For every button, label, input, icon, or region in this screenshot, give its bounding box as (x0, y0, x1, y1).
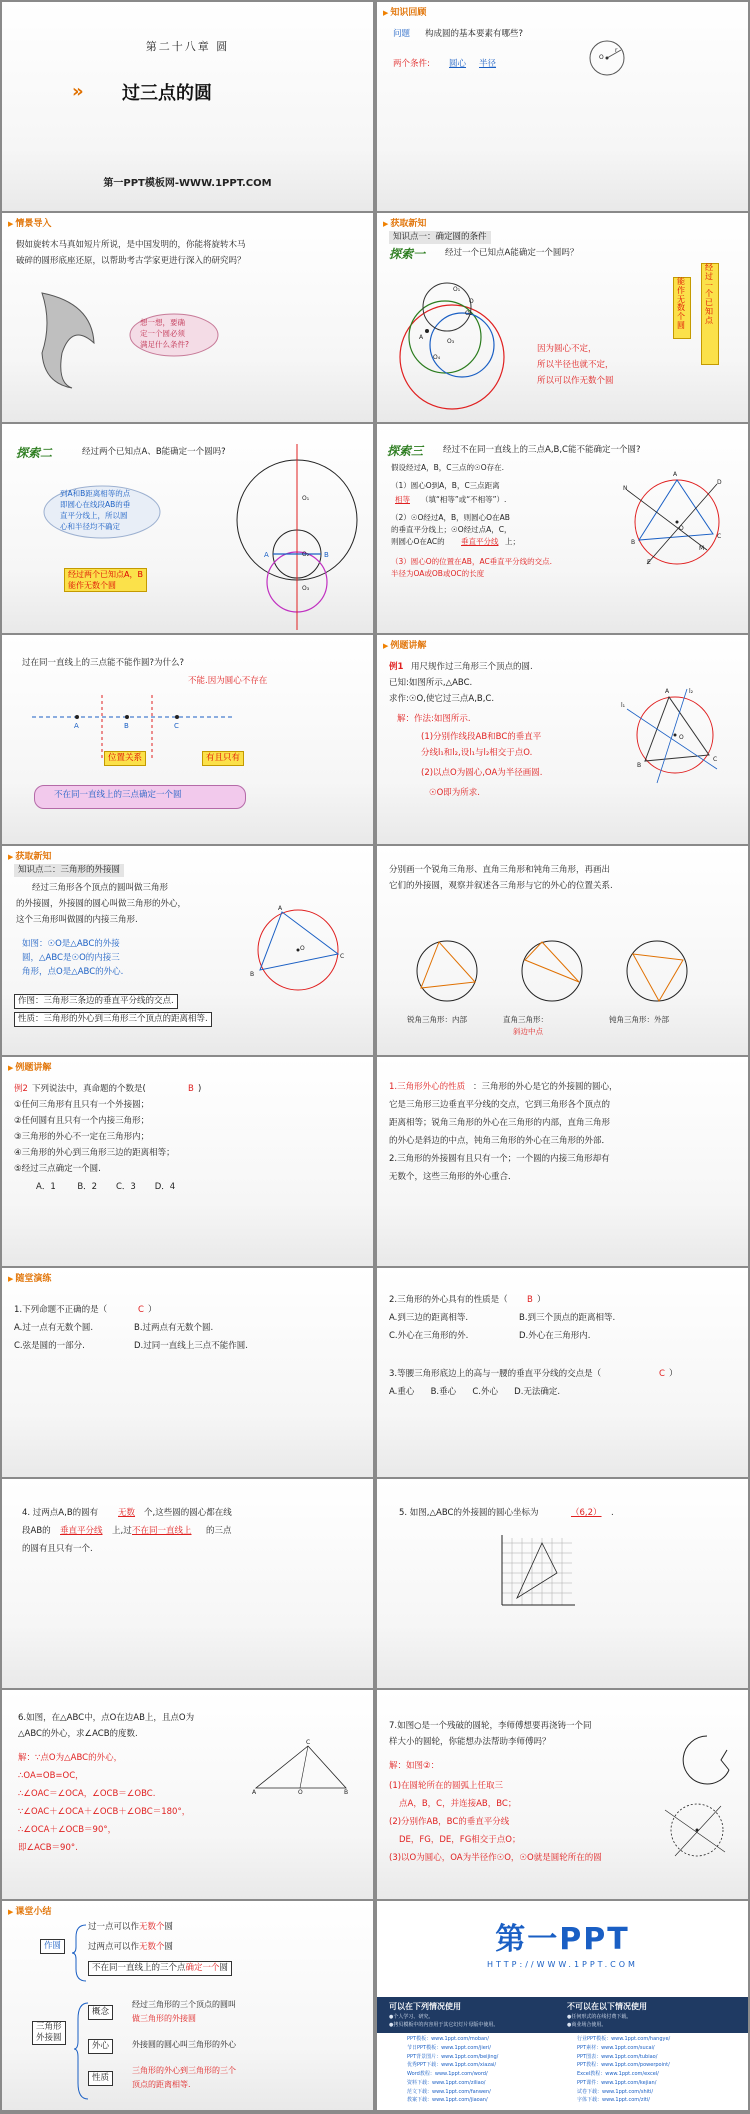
allowed-2: ●拷贝模板中的内容用于其它幻灯片母版中使用。 (389, 2022, 499, 2028)
circle-figure (587, 38, 627, 78)
slide-heading: ▶ 例题讲解 (383, 641, 427, 651)
bubble-line-1: 想一想，要确 (140, 318, 185, 327)
pt-c: C (713, 756, 718, 763)
pt-a: A (673, 471, 678, 478)
broken-wheel-figure (677, 1730, 737, 1790)
solution-head: 解：作法:如图所示. (397, 714, 471, 724)
solution-2b: DE，FG，DE，FG相交于点O； (399, 1835, 521, 1845)
q6-line-1: 6.如图，在△ABC中，点O在边AB上，且点O为 (18, 1713, 195, 1723)
option-a: A.过一点有无数个圆. (14, 1323, 94, 1333)
triangle-icon: ▶ (383, 220, 389, 228)
intro-line-2: 破碎的圆形底座还原，以帮助考古学家更进行深入的研究吗？ (16, 256, 246, 266)
slide-15-practice-3 (2, 1479, 373, 1688)
links-right[interactable] (577, 2035, 670, 2105)
question-text: 1.下列命题不正确的是（ (14, 1305, 108, 1315)
triangle-icon: ▶ (383, 642, 389, 650)
construct-line: 求作:☉O,使它过三点A,B,C. (389, 694, 495, 704)
tag-position: 位置关系 (104, 751, 146, 766)
triangle-icon: ▶ (8, 853, 14, 861)
answer-line-3: 所以可以作无数个圆 (537, 376, 614, 386)
pt-o: O (679, 734, 684, 741)
q2-end: ） (537, 1295, 546, 1305)
solution-6: 即∠ACB＝90°. (18, 1843, 78, 1853)
site-caption: 第一PPT模板网-WWW.1PPT.COM (103, 178, 272, 189)
example-answer: B (188, 1084, 194, 1094)
pt-b: B (324, 551, 329, 559)
concept-box: 概念 (88, 2005, 113, 2020)
explore-question: 经过不在同一直线上的三点A,B,C能不能确定一个圆? (443, 445, 641, 455)
link-sucai[interactable]: PPT素材：www.1ppt.com/sucai/ (577, 2044, 655, 2051)
vertical-note-2: 经过一个已知点 (701, 263, 719, 365)
question-text: 过在同一直线上的三点能不能作圆?为什么? (22, 658, 185, 668)
slide-heading: ▶ 课堂小结 (8, 1907, 52, 1917)
property-line-2: 顶点的距离相等. (132, 2080, 191, 2089)
solution-3: (3)以O为圆心，OA为半径作☉O，☉O就是圆轮所在的圆 (389, 1853, 602, 1863)
pt-a: A (419, 334, 424, 341)
pt-b: B (250, 971, 255, 978)
pt-n: N (623, 485, 628, 492)
slide-heading: ▶ 随堂演练 (8, 1274, 52, 1284)
radius-label: r (615, 47, 618, 54)
example-task: 用尺规作过三角形三个顶点的圆. (411, 662, 533, 672)
link-word[interactable]: Word教程：www.1ppt.com/word/ (407, 2071, 488, 2077)
item-3: ③三角形的外心不一定在三角形内； (14, 1132, 150, 1142)
property-line-2: 距离相等；锐角三角形的外心在三角形的内部，直角三角形 (389, 1118, 611, 1128)
link-shiti[interactable]: 试卷下载：www.1ppt.com/shiti/ (577, 2088, 654, 2095)
summary-line-3: 不在同一直线上的三个点确定一个圆 (88, 1961, 232, 1976)
knowledge-point: 知识点一：确定圆的条件 (389, 231, 491, 244)
pt-a: A (74, 722, 79, 730)
slide-3-intro (2, 213, 373, 422)
step-2-end: 上； (505, 537, 520, 546)
bubble-line-2: 即圆心在线段AB的垂 (60, 500, 131, 509)
pt-d: D (717, 479, 722, 486)
allowed-heading: 可以在下列情况使用 (389, 2002, 461, 2011)
fig-note-2: 圆，△ABC是☉O的内接三 (22, 953, 120, 963)
q4-blank-3: 不在同一直线上 (132, 1526, 192, 1536)
triangle-icon: ▶ (8, 220, 14, 228)
q2-answer: B (527, 1295, 533, 1305)
summary-line-2: 过两点可以作无数个圆 (88, 1942, 174, 1952)
solution-head: 解：如图②： (389, 1761, 440, 1771)
slide-1-cover (2, 2, 373, 211)
solution-2: (2)分别作AB，BC的垂直平分线 (389, 1817, 510, 1827)
solution-1: 解：∵点O为△ABC的外心， (18, 1753, 123, 1763)
triangle-circumcircle-box (32, 2021, 66, 2045)
solution-4: ∵∠OAC＋∠OCA＋∠OCB＋∠OBC＝180°， (18, 1807, 191, 1817)
def-line-2: 的外接圆，外接圆的圆心叫做三角形的外心， (16, 899, 187, 909)
slide-9-circumcircle (2, 846, 373, 1055)
pt-b: B (631, 539, 636, 546)
q6-line-2: △ABC的外心，求∠ACB的度数. (18, 1729, 138, 1739)
link-xiazai[interactable]: 优秀PPT下载：www.1ppt.com/xiazai/ (407, 2062, 497, 2069)
example-label: 例2 (14, 1084, 28, 1094)
item-2: ②任何圆有且只有一个内接三角形； (14, 1116, 150, 1126)
q3-text: 3.等腰三角形底边上的高与一腰的垂直平分线的交点是（ (389, 1369, 602, 1379)
triangle-icon: ▶ (8, 1275, 14, 1283)
question-label: 问题 (393, 29, 411, 39)
item-5: ⑤经过三点确定一个圆. (14, 1164, 101, 1174)
grid-figure (497, 1533, 577, 1613)
slide-13-practice-1 (2, 1268, 373, 1477)
solution-1: (1)在圆轮所在的圆弧上任取三 (389, 1781, 504, 1791)
bubble-line-3: 满足什么条件? (140, 340, 189, 349)
knowledge-point: 知识点二：三角形的外接圆 (14, 864, 124, 877)
answer-line-2: 所以半径也就不定， (537, 360, 614, 370)
slide-6-explore-3 (377, 424, 748, 633)
slide-heading: ▶ 获取新知 (8, 852, 52, 862)
tri-line-2: 外接圆 (36, 2033, 62, 2044)
forbidden-2: ●商业场合使用。 (567, 2022, 607, 2028)
slide-12-properties (377, 1057, 748, 1266)
step-3: （3）圆心O的位置在AB，AC垂直平分线的交点. (391, 557, 553, 566)
link-ziti[interactable]: 字体下载：www.1ppt.com/ziti/ (577, 2097, 650, 2104)
slide-heading: ▶ 知识回顾 (383, 8, 427, 18)
pt-o3: O₃ (302, 585, 310, 592)
step-1-answer: 相等 (395, 495, 410, 504)
property-line-5: 无数个，这些三角形的外心重合． (389, 1172, 517, 1182)
answer-text: 不能.因为圆心不存在 (188, 676, 268, 686)
caption-obtuse: 钝角三角形：外部 (609, 1015, 669, 1024)
explore-question: 经过一个已知点A能确定一个圆吗？ (445, 248, 579, 258)
bubble-line-1: 到A和B距离相等的点 (60, 489, 131, 498)
explore-label: 探索二 (16, 446, 53, 460)
bubble-line-2: 定一个圆必须 (140, 329, 185, 338)
pt-c: C (306, 1739, 311, 1746)
forbidden-1: ●任何形式的在线付费下载。 (567, 2014, 632, 2020)
link-powerpoint[interactable]: PPT教程：www.1ppt.com/powerpoint/ (577, 2062, 670, 2069)
slide-4-explore-1 (377, 213, 748, 422)
slide-heading: ▶ 情景导入 (8, 219, 52, 229)
q7-line-1: 7.如图○是一个残破的圆轮，李师傅想要再浇铸一个同 (389, 1721, 592, 1731)
arrow-icon: » (72, 81, 84, 102)
link-kejian[interactable]: PPT课件：www.1ppt.com/kejian/ (577, 2079, 657, 2086)
pt-a: A (264, 551, 269, 559)
example-label: 例1 (389, 662, 404, 672)
summary-line-1: 过一点可以作无数个圆 (88, 1922, 174, 1932)
q4-line-2e: 的三点 (206, 1526, 232, 1536)
point-o-label: O (599, 54, 604, 61)
pt-o: O (469, 298, 474, 305)
answer-line-2: 能作无数个圆 (68, 581, 116, 591)
links-left[interactable] (407, 2035, 498, 2105)
line-l2: l₂ (689, 688, 694, 695)
condition-center: 圆心 (449, 59, 467, 69)
item-1: ①任何三角形有且只有一个外接圆； (14, 1100, 150, 1110)
tri-line-1: 三角形 (36, 2022, 62, 2032)
scroll-text: 不在同一直线上的三点确定一个圆 (54, 790, 182, 800)
step-2: （2）☉O经过A，B，则圆心O在AB (391, 513, 510, 522)
step-1-hint: （填“相等”或“不相等”）. (421, 495, 507, 504)
circumcenter-box: 外心 (88, 2039, 113, 2054)
q4-line-2c: 上,过 (112, 1526, 132, 1536)
pt-c: C (717, 533, 722, 540)
options: A．1 B．2 C．3 D．4 (36, 1182, 176, 1192)
slide-17-practice-5 (2, 1690, 373, 1899)
bubble-line-4: 心和半径均不确定 (60, 522, 120, 531)
pt-o: O (300, 945, 305, 952)
task-line-1: 分别画一个锐角三角形、直角三角形和钝角三角形，再画出 (389, 865, 611, 875)
link-jieri[interactable]: 节日PPT模板：www.1ppt.com/jieri/ (407, 2044, 491, 2051)
slide-19-summary (2, 1901, 373, 2110)
two-point-circles-figure (227, 442, 367, 632)
answer-line-1: 因为圆心不定， (537, 344, 597, 354)
triangle-icon: ▶ (383, 9, 389, 17)
example-question: 下列说法中，真命题的个数是( (32, 1084, 146, 1094)
pt-b: B (124, 722, 129, 730)
pt-b: B (344, 1789, 349, 1796)
q2-option-a: A.到三边的距离相等. (389, 1313, 469, 1323)
fig-note-1: 如图：☉O是△ABC的外接 (22, 939, 120, 949)
vertical-note-1: 能作无数个圆 (673, 277, 691, 339)
q7-line-2: 样大小的圆轮，你能想办法帮助李师傅吗？ (389, 1737, 551, 1747)
forbidden-heading: 不可以在以下情况使用 (567, 2002, 647, 2011)
item-4: ④三角形的外心到三角形三边的距离相等； (14, 1148, 175, 1158)
bubble-line-3: 直平分线上，所以圆 (60, 511, 128, 520)
concept-line-1: 经过三角形的三个顶点的圆叫 (132, 2000, 236, 2009)
solution-1b: 分线l₁和l₂,设l₁与l₂相交于点O. (421, 748, 533, 758)
option-b: B.过两点有无数个圆. (134, 1323, 214, 1333)
given-line: 已知:如图所示,△ABC. (389, 678, 473, 688)
condition-radius: 半径 (479, 59, 497, 69)
step-2c: 则圆心O在AC的 (391, 537, 445, 546)
broken-wheel-icon (32, 283, 102, 393)
pt-a: A (278, 905, 283, 912)
slide-20-brand (377, 1901, 748, 2110)
example-question-end: ) (198, 1084, 202, 1094)
pt-o2: O₂ (465, 310, 473, 317)
explore-question: 经过两个已知点A、B能确定一个圆吗? (82, 447, 226, 457)
solution-2: ∴OA=OB=OC， (18, 1771, 84, 1781)
property-line-1: 它是三角形三边垂直平分线的交点，它到三角形各个顶点的 (389, 1100, 611, 1110)
slide-14-practice-2 (377, 1268, 748, 1477)
solution-5: ∴∠OCA＋∠OCB＝90°， (18, 1825, 117, 1835)
question-answer: C (138, 1305, 144, 1315)
slide-8-example-1 (377, 635, 748, 844)
draw-circle-box: 作圆 (40, 1939, 65, 1954)
pt-e: E (647, 559, 651, 566)
link-jiaoan[interactable]: 教案下载：www.1ppt.com/jiaoan/ (407, 2097, 488, 2104)
pt-o2: O₂ (302, 551, 310, 558)
allowed-1: ●个人学习、研究。 (389, 2014, 434, 2020)
def-line-3: 这个三角形叫做圆的内接三角形. (16, 915, 138, 925)
property-line-4: 2.三角形的外接圆有且只有一个；一个圆的内接三角形却有 (389, 1154, 610, 1164)
solution-2: (2)以点O为圆心,OA为半径画圆. (421, 768, 543, 778)
pt-c: C (340, 953, 345, 960)
solution-1b: 点A，B，C，并连接AB，BC； (399, 1799, 517, 1809)
answer-note (64, 568, 147, 592)
link-tubiao[interactable]: PPT图表：www.1ppt.com/tubiao/ (577, 2053, 658, 2060)
link-beijing[interactable]: PPT背景图片：www.1ppt.com/beijing/ (407, 2053, 499, 2060)
explore-label: 探索一 (389, 247, 426, 261)
q5-answer: （6,2） (571, 1508, 602, 1518)
caption-right: 直角三角形： (503, 1015, 548, 1024)
intro-line-1: 假如旋转木马真如短片所说，是中国发明的，你能将旋转木马 (16, 240, 246, 250)
construction-figure (617, 679, 737, 789)
reconstruction-figure (655, 1800, 739, 1860)
link-fanwen[interactable]: 范文下载：www.1ppt.com/fanwen/ (407, 2088, 491, 2095)
slide-2-review (377, 2, 748, 211)
lesson-title: 过三点的圆 (122, 83, 212, 104)
pt-o1: O₁ (302, 495, 310, 502)
property-box: 性质 (88, 2071, 113, 2086)
pt-m: M (699, 545, 705, 552)
pt-o4: O₄ (433, 354, 441, 361)
q4-blank-1: 无数 (118, 1508, 136, 1518)
option-d: D.过同一直线上三点不能作圆. (134, 1341, 248, 1351)
q5-end: . (611, 1508, 614, 1518)
q4-line-3: 的圆有且只有一个. (22, 1544, 93, 1554)
slide-10-triangle-types (377, 846, 748, 1055)
property-line-0: ：三角形的外心是它的外接圆的圆心， (473, 1082, 618, 1092)
triangle-icon: ▶ (8, 1064, 14, 1072)
link-hangye[interactable]: 行业PPT模板：www.1ppt.com/hangye/ (577, 2036, 671, 2042)
def-line-1: 经过三角形各个顶点的圆叫做三角形 (32, 883, 169, 893)
q5-text: 5. 如图,△ABC的外接圆的圆心坐标为 (399, 1508, 539, 1518)
slide-7-collinear (2, 635, 373, 844)
chapter-title: 第二十八章 圆 (145, 40, 230, 53)
q4-line-1a: 4. 过两点A,B的圆有 (22, 1508, 99, 1518)
q2-option-d: D.外心在三角形内. (519, 1331, 591, 1341)
q2-text: 2.三角形的外心具有的性质是（ (389, 1295, 508, 1305)
circumcenter-line: 外接圆的圆心叫三角形的外心 (132, 2040, 236, 2049)
brand-logo: 第一PPT (495, 1922, 630, 1957)
conditions-label: 两个条件: (393, 59, 430, 69)
q3-answer: C (659, 1369, 665, 1379)
step-3b: 半径为OA或OB或OC的长度 (391, 569, 485, 578)
q3-options: A.重心 B.垂心 C.外心 D.无法确定. (389, 1387, 561, 1397)
property-heading: 1.三角形外心的性质 (389, 1082, 466, 1092)
pt-o1: O₁ (453, 286, 461, 293)
link-ziliao[interactable]: 资料下载：www.1ppt.com/ziliao/ (407, 2079, 486, 2086)
line-l1: l₁ (621, 702, 626, 709)
brand-url: HTTP://WWW.1PPT.COM (487, 1960, 638, 1969)
q4-line-1c: 个,这些圆的圆心都在线 (144, 1508, 232, 1518)
q2-option-c: C.外心在三角形的外. (389, 1331, 469, 1341)
pt-o: O (298, 1789, 303, 1796)
construct-box: 作图：三角形三条边的垂直平分线的交点. (14, 994, 178, 1009)
pt-o: O (679, 525, 684, 532)
answer-line-1: 经过两个已知点A，B (68, 570, 143, 579)
solution-3: ∴∠OAC＝∠OCA，∠OCB＝∠OBC. (18, 1789, 156, 1799)
pt-a: A (665, 688, 670, 695)
pt-c: C (174, 722, 179, 730)
assume-line: 假设经过A，B，C三点的☉O存在. (391, 463, 505, 472)
pt-a: A (252, 1789, 257, 1796)
step-2b: 的垂直平分线上；☉O经过点A，C， (391, 525, 512, 534)
slide-18-practice-6 (377, 1690, 748, 1899)
question-end: ） (148, 1305, 157, 1315)
solution-3: ☉O即为所求. (429, 788, 481, 798)
pt-o3: O₃ (447, 338, 455, 345)
slide-5-explore-2 (2, 424, 373, 633)
slide-16-practice-4 (377, 1479, 748, 1688)
property-line-1: 三角形的外心到三角形的三个 (132, 2066, 236, 2075)
option-c: C.弦是圆的一部分. (14, 1341, 85, 1351)
solution-1: (1)分别作线段AB和BC的垂直平 (421, 732, 542, 742)
concept-line-2: 做三角形的外接圆 (132, 2014, 196, 2023)
property-line-3: 的外心是斜边的中点，钝角三角形的外心在三角形的外部． (389, 1136, 611, 1146)
three-triangles-figure (397, 936, 727, 1006)
link-excel[interactable]: Excel教程：www.1ppt.com/excel/ (577, 2071, 659, 2077)
question-text: 构成圆的基本要素有哪些? (425, 29, 524, 39)
explore-label: 探索三 (387, 444, 424, 458)
brace-icon (70, 1923, 90, 1983)
task-line-2: 它们的外接圆，观察并叙述各三角形与它的外心的位置关系. (389, 881, 613, 891)
q4-line-2a: 段AB的 (22, 1526, 51, 1536)
step-1: （1）圆心O到A，B，C三点距离 (391, 481, 500, 490)
caption-right-answer: 斜边中点 (513, 1027, 543, 1036)
fig-note-3: 角形，点O是△ABC的外心. (22, 967, 124, 977)
property-box: 性质：三角形的外心到三角形三个顶点的距离相等. (14, 1012, 212, 1027)
q4-blank-2: 垂直平分线 (60, 1526, 103, 1536)
link-moban[interactable]: PPT模板：www.1ppt.com/moban/ (407, 2036, 489, 2042)
pt-b: B (637, 762, 642, 769)
slide-11-example-2 (2, 1057, 373, 1266)
triangle-icon: ▶ (8, 1908, 14, 1916)
slide-heading: ▶ 获取新知 (383, 219, 427, 229)
q3-end: ） (669, 1369, 678, 1379)
step-2-answer: 垂直平分线 (461, 537, 499, 546)
slide-heading: ▶ 例题讲解 (8, 1063, 52, 1073)
q2-option-b: B.到三个顶点的距离相等. (519, 1313, 616, 1323)
tag-only: 有且只有 (202, 751, 244, 766)
caption-acute: 锐角三角形：内部 (407, 1015, 467, 1024)
